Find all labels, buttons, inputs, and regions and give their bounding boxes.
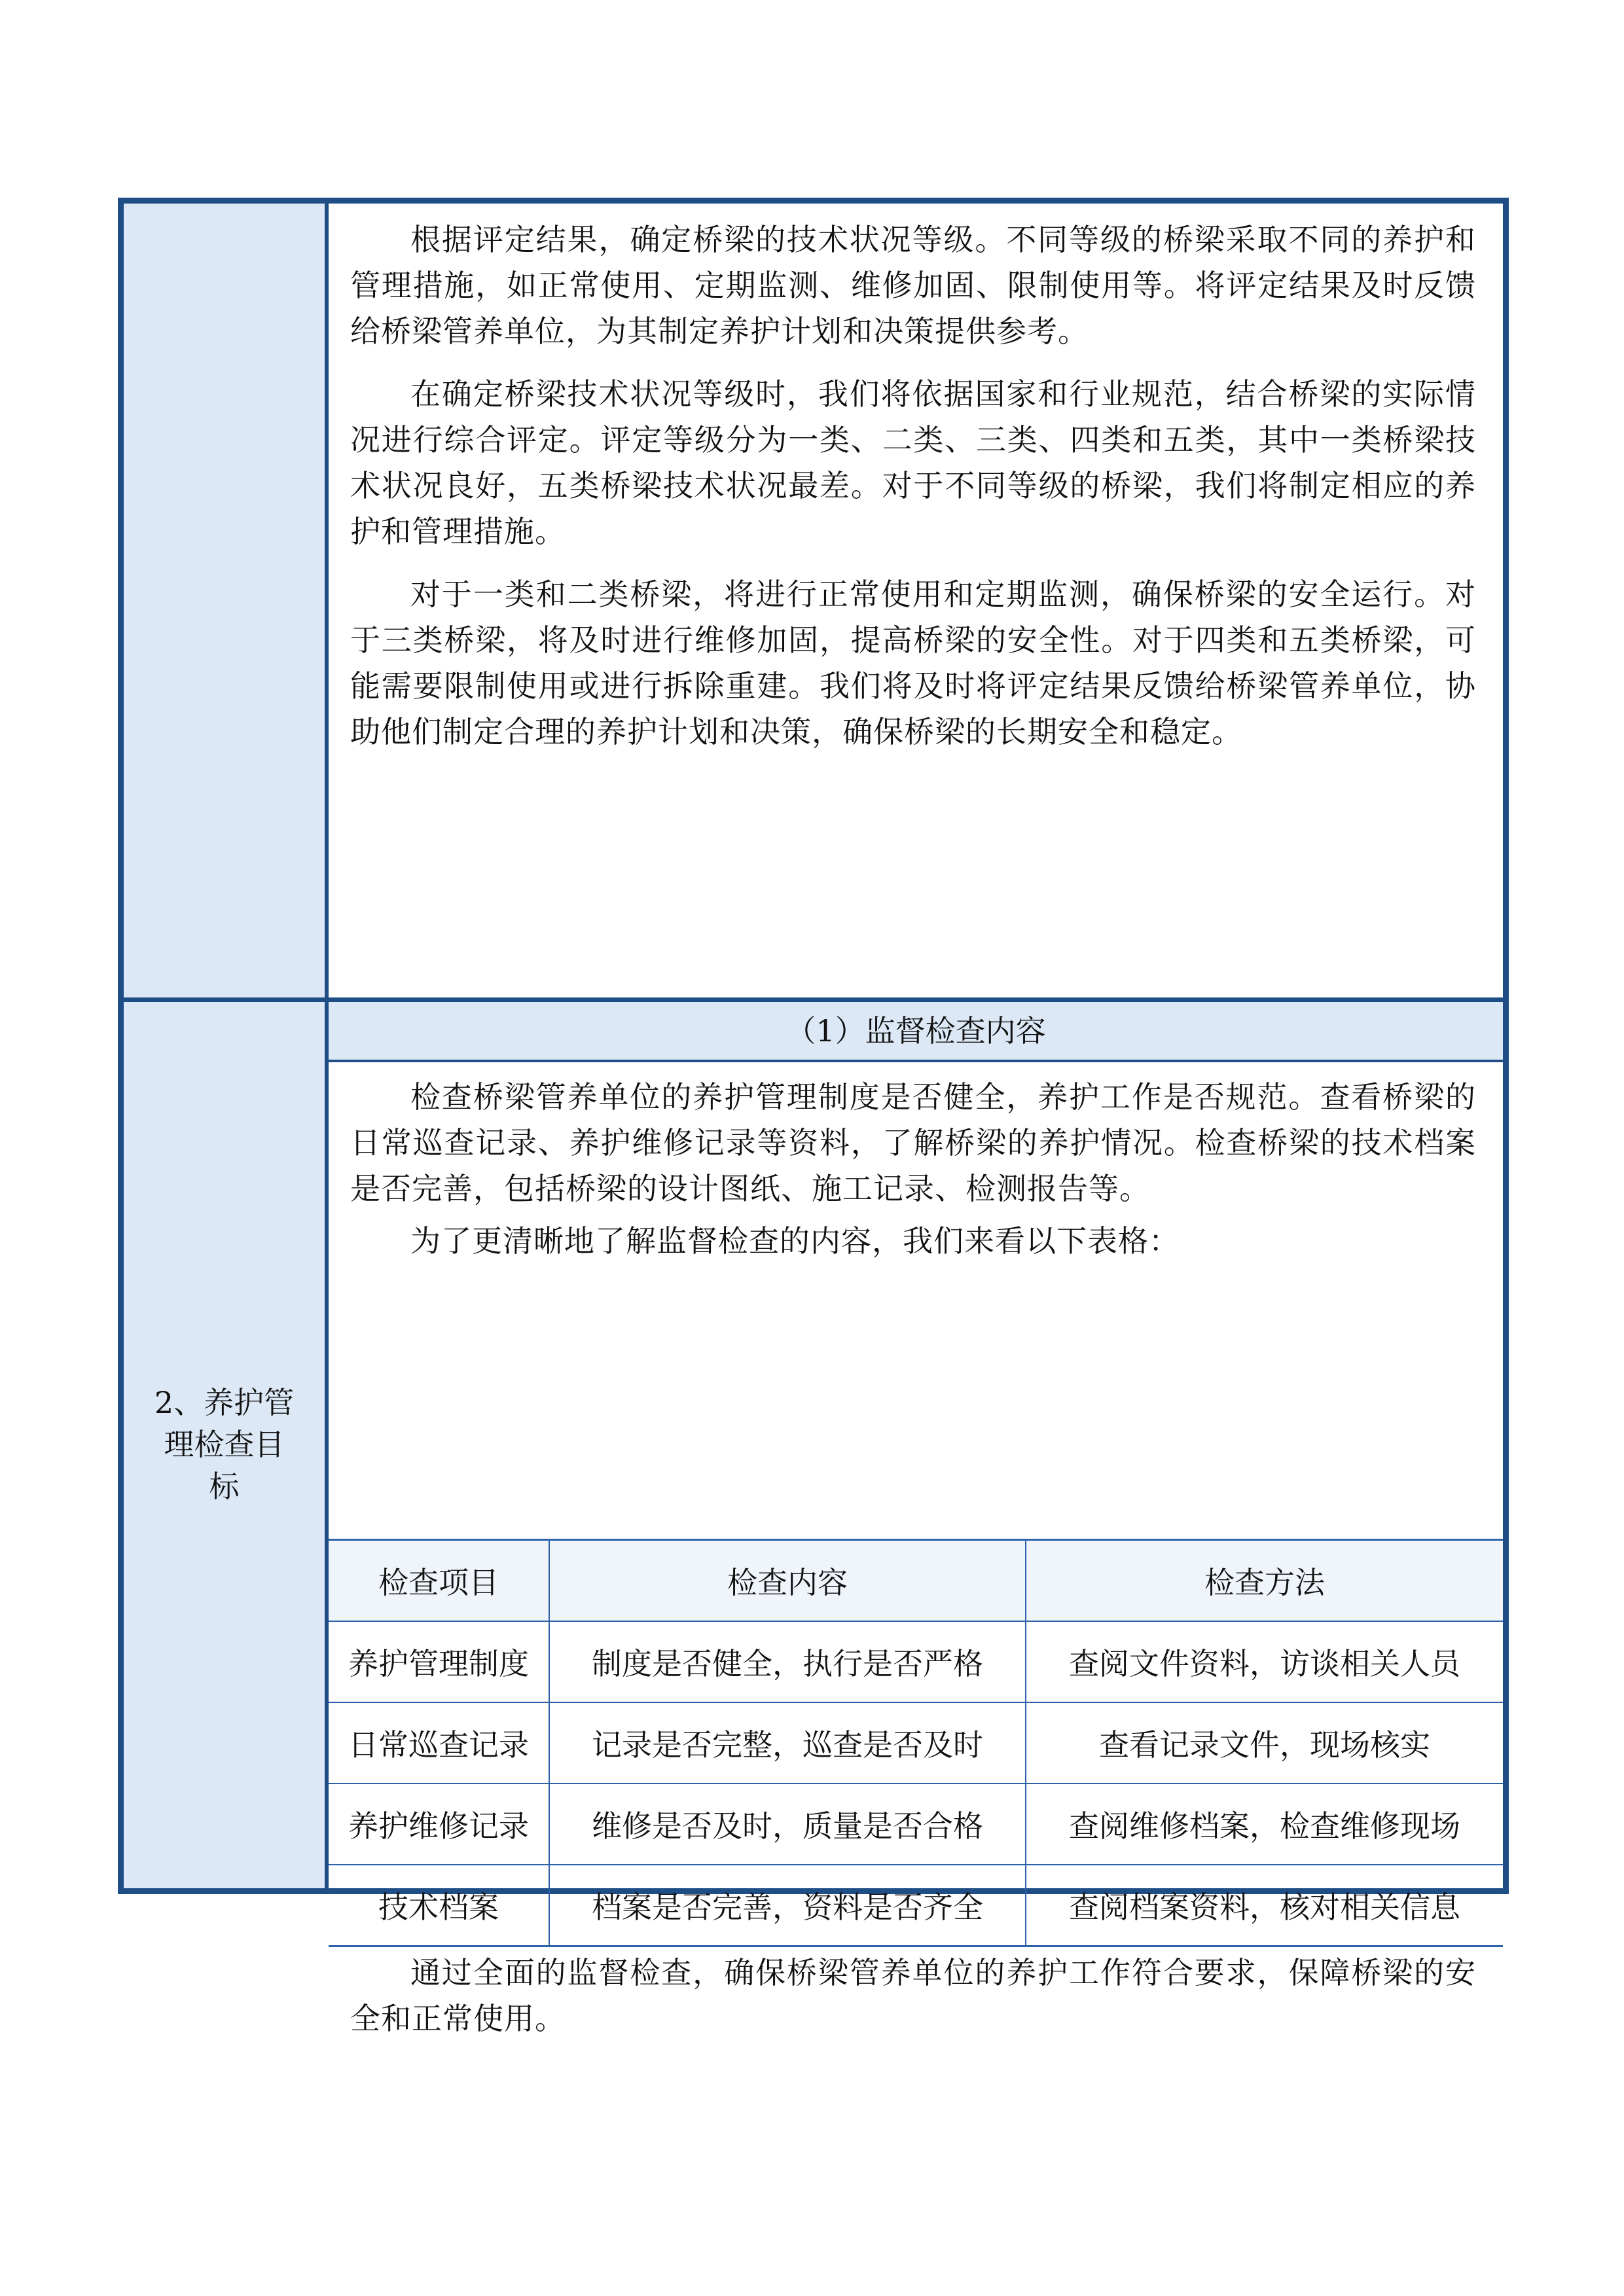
table-cell: 查看记录文件，现场核实	[1026, 1702, 1503, 1784]
document-table	[118, 198, 1509, 2036]
table-cell: 查阅文件资料，访谈相关人员	[1026, 1621, 1503, 1702]
row1-content	[350, 217, 1476, 755]
section-title: （1）监督检查内容	[329, 1002, 1503, 1062]
table-row	[329, 1621, 1503, 1702]
row2-label-line: 2、养护管	[154, 1385, 295, 1420]
table-cell: 养护管理制度	[329, 1621, 549, 1702]
row2-paragraph-1: 检查桥梁管养单位的养护管理制度是否健全，养护工作是否规范。查看桥梁的日常巡查记录、养护维修记录等资料，了解桥梁的养护情况。检查桥梁的技术档案是否完善，包括桥梁的设计图纸、施工记录、检测报告等。	[350, 1079, 1476, 1206]
table-cell: 查阅档案资料，核对相关信息	[1026, 1865, 1503, 1946]
table-header-row	[329, 1540, 1503, 1622]
row-divider	[124, 997, 1503, 1002]
table-cell: 技术档案	[329, 1865, 549, 1946]
row1-paragraph-3: 对于一类和二类桥梁，将进行正常使用和定期监测，确保桥梁的安全运行。对于三类桥梁，将及时进行维修加固，提高桥梁的安全性。对于四类和五类桥梁，可能需要限制使用或进行拆除重建。我们将及时将评定结果反馈给桥梁管养单位，协助他们制定合理的养护计划和决策，确保桥梁的长期安全和稳定。	[350, 577, 1476, 749]
header-inspection-item: 检查项目	[329, 1540, 549, 1622]
row2-content	[350, 1074, 1476, 1264]
closing-content	[350, 1950, 1476, 2041]
table-row	[329, 1702, 1503, 1784]
table-cell: 查阅维修档案，检查维修现场	[1026, 1784, 1503, 1865]
row2-label	[124, 1382, 325, 1507]
left-column	[124, 204, 329, 1888]
row1-paragraph-1: 根据评定结果，确定桥梁的技术状况等级。不同等级的桥梁采取不同的养护和管理措施，如正常使用、定期监测、维修加固、限制使用等。将评定结果及时反馈给桥梁管养单位，为其制定养护计划和决策提供参考。	[350, 222, 1476, 349]
table-cell: 记录是否完整，巡查是否及时	[549, 1702, 1026, 1784]
row1-paragraph-2: 在确定桥梁技术状况等级时，我们将依据国家和行业规范，结合桥梁的实际情况进行综合评定。评定等级分为一类、二类、三类、四类和五类，其中一类桥梁技术状况良好，五类桥梁技术状况最差。对于不同等级的桥梁，我们将制定相应的养护和管理措施。	[350, 376, 1476, 549]
inspection-table	[329, 1539, 1503, 1947]
table-cell: 档案是否完善，资料是否齐全	[549, 1865, 1026, 1946]
row2-label-line: 标	[209, 1469, 240, 1504]
table-row	[329, 1865, 1503, 1946]
row2-paragraph-2: 为了更清晰地了解监督检查的内容，我们来看以下表格：	[410, 1223, 1180, 1259]
header-inspection-content: 检查内容	[549, 1540, 1026, 1622]
row2-label-line: 理检查目	[164, 1427, 285, 1462]
table-cell: 日常巡查记录	[329, 1702, 549, 1784]
header-inspection-method: 检查方法	[1026, 1540, 1503, 1622]
closing-paragraph: 通过全面的监督检查，确保桥梁管养单位的养护工作符合要求，保障桥梁的安全和正常使用。	[350, 1955, 1476, 2036]
table-row	[329, 1784, 1503, 1865]
table-cell: 养护维修记录	[329, 1784, 549, 1865]
table-cell: 制度是否健全，执行是否严格	[549, 1621, 1026, 1702]
table-cell: 维修是否及时，质量是否合格	[549, 1784, 1026, 1865]
